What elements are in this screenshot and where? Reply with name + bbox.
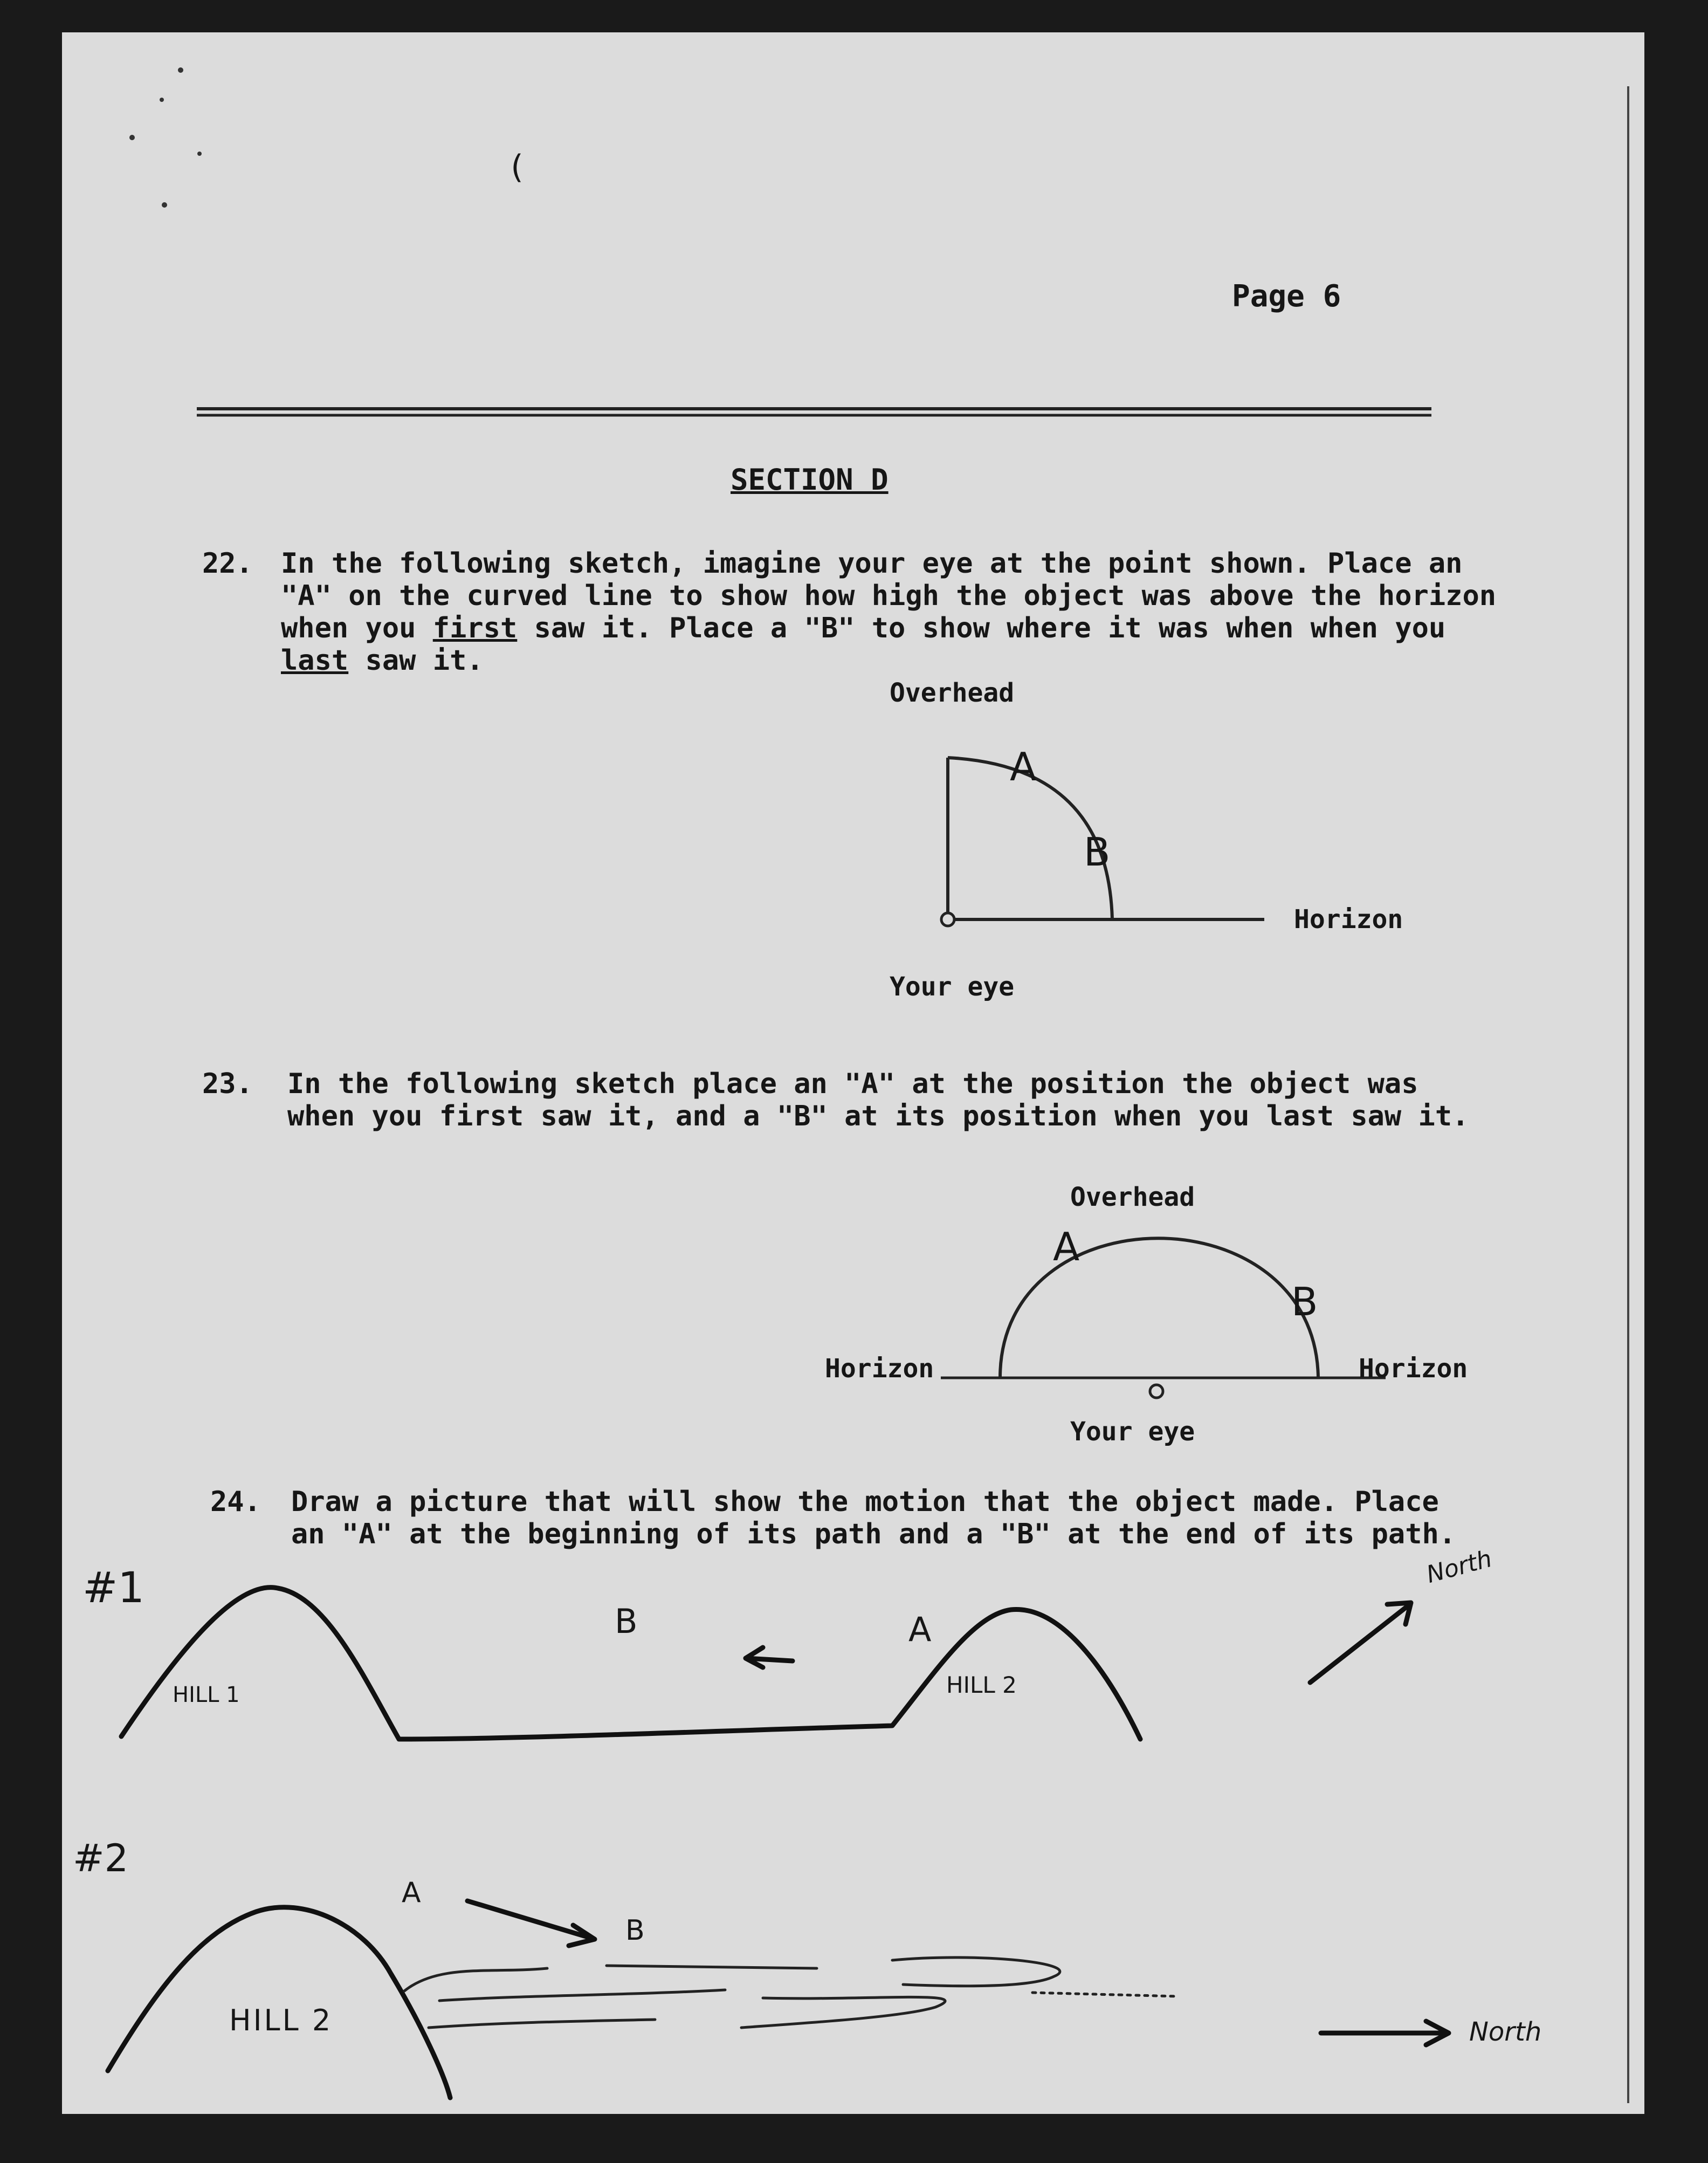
sketch1-answer-b: B [615, 1602, 638, 1641]
q23-diagram [941, 1238, 1386, 1398]
q22-eye-point [941, 913, 954, 926]
sketch1-north-label: North [1423, 1544, 1495, 1589]
q23-number: 23. [202, 1068, 253, 1100]
sketch2-cloud-lines [404, 1958, 1178, 2028]
q23-eye-label: Your eye [1070, 1417, 1195, 1447]
sketch2-north-label: North [1469, 2017, 1542, 2047]
q24-line-1: Draw a picture that will show the motion that the object made. Place [291, 1486, 1439, 1518]
q22-line-2: "A" on the curved line to show how high the object was above the horizon [281, 580, 1497, 612]
speck [129, 135, 135, 140]
stray-paren-mark: ( [507, 148, 527, 186]
sketch1-answer-a: A [908, 1610, 932, 1649]
q23-answer-b: B [1291, 1279, 1318, 1324]
q23-overhead-label: Overhead [1070, 1182, 1195, 1212]
sketch1-hill-2-label: HILL 2 [946, 1672, 1017, 1698]
q23-arc [1000, 1238, 1318, 1378]
q24-number: 24. [210, 1486, 261, 1518]
q22-line-3: when you first saw it. Place a "B" to show where it was when when you [281, 612, 1446, 644]
q23-line-2: when you first saw it, and a "B" at its position when you last saw it. [287, 1100, 1469, 1132]
sketch1-label: #1 [82, 1564, 144, 1612]
page-number: Page 6 [1232, 279, 1341, 314]
sketch1-hill-1-label: HILL 1 [173, 1683, 240, 1707]
sketch2-motion-arrow-shaft [467, 1901, 593, 1939]
sketch2-hill-label: HILL 2 [229, 2003, 333, 2037]
q22-answer-a: A [1010, 744, 1037, 789]
q22-line-4: last saw it. [281, 644, 484, 677]
q22-line-1: In the following sketch, imagine your eye at the point shown. Place an [281, 547, 1463, 580]
section-title: SECTION D [731, 463, 889, 497]
speck [197, 152, 202, 156]
q22-overhead-label: Overhead [890, 678, 1015, 708]
speck [178, 67, 183, 73]
sketch1-drawing [121, 1588, 1411, 1739]
q22-eye-label: Your eye [890, 972, 1015, 1002]
q22-horizon-label: Horizon [1294, 904, 1403, 935]
q24-line-2: an "A" at the beginning of its path and a "B" at the end of its path. [291, 1518, 1456, 1550]
q23-answer-a: A [1053, 1224, 1080, 1269]
sketch1-north-arrow-shaft [1310, 1604, 1410, 1683]
document-page [62, 32, 1644, 2114]
q22-emphasis-first: first [432, 612, 518, 644]
q22-answer-b: B [1084, 829, 1111, 875]
q22-emphasis-last: last [281, 644, 349, 677]
sketch2-answer-b: B [625, 1914, 645, 1947]
sketch2-answer-a: A [402, 1877, 421, 1909]
q23-line-1: In the following sketch place an "A" at the position the object was [287, 1068, 1418, 1100]
speck [160, 98, 164, 102]
sketch2-hill [108, 1907, 450, 2098]
sketch2-label: #2 [73, 1836, 129, 1880]
q22-number: 22. [202, 547, 253, 580]
q23-eye-point [1150, 1385, 1163, 1398]
q23-horizon-left-label: Horizon [825, 1354, 934, 1384]
speck [162, 202, 167, 208]
q23-horizon-right-label: Horizon [1359, 1354, 1468, 1384]
